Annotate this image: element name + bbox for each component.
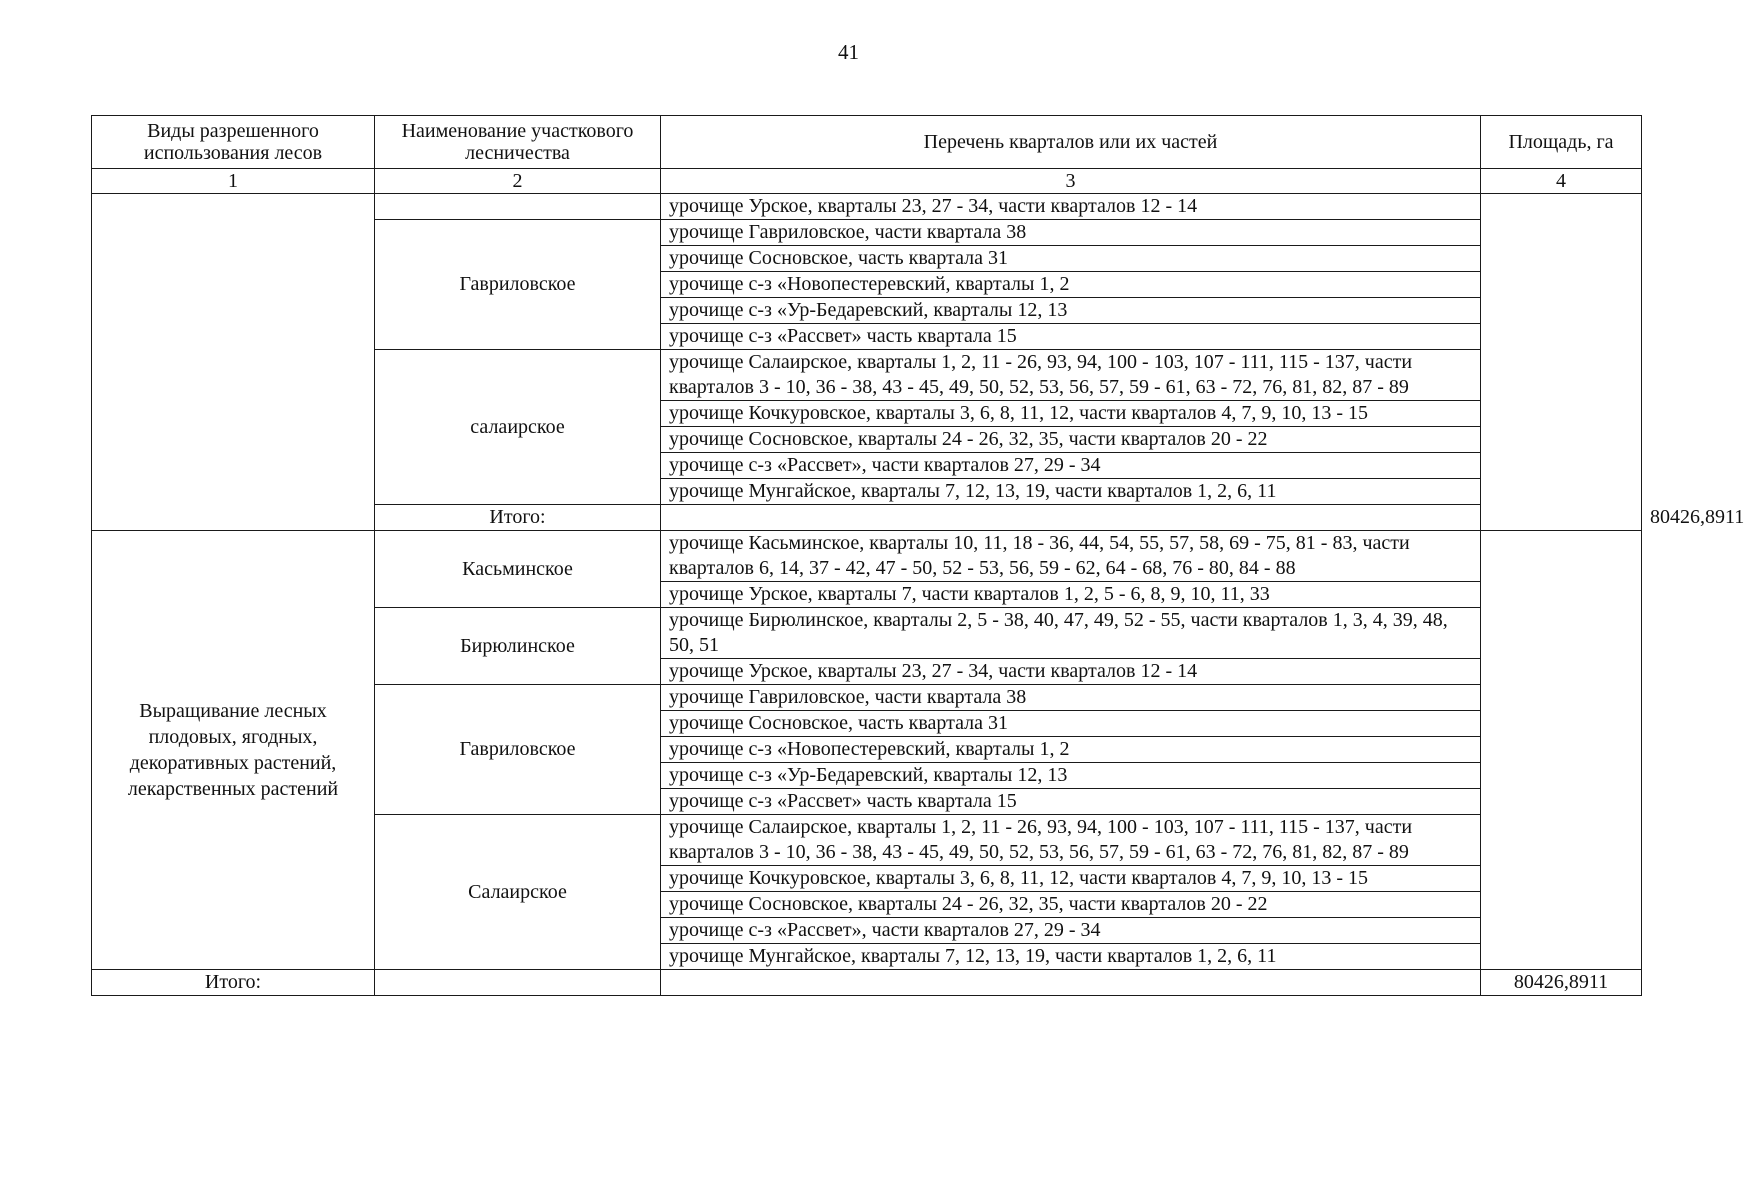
total-row bbox=[92, 970, 1642, 996]
use-type-cell: Выращивание лесных плодовых, ягодных, декоративных растений, лекарственных растений bbox=[92, 531, 375, 970]
forest-use-table bbox=[91, 115, 1744, 996]
area-cell-empty bbox=[1481, 194, 1642, 531]
forestry-name: салаирское bbox=[375, 350, 661, 505]
forestry-name: Салаирское bbox=[375, 815, 661, 970]
quarters-cell: урочище Урское, кварталы 7, части кварталов 1, 2, 5 - 6, 8, 9, 10, 11, 33 bbox=[661, 582, 1481, 608]
column-number: 2 bbox=[375, 169, 661, 194]
quarters-cell: урочище Урское, кварталы 23, 27 - 34, части кварталов 12 - 14 bbox=[661, 659, 1481, 685]
quarters-cell: урочище с-з «Рассвет» часть квартала 15 bbox=[661, 789, 1481, 815]
quarters-cell: урочище Гавриловское, части квартала 38 bbox=[661, 220, 1481, 246]
quarters-cell: урочище с-з «Ур-Бедаревский, кварталы 12, 13 bbox=[661, 763, 1481, 789]
quarters-cell: урочище с-з «Рассвет» часть квартала 15 bbox=[661, 324, 1481, 350]
quarters-cell: урочище с-з «Новопестеревский, кварталы 1, 2 bbox=[661, 737, 1481, 763]
page-number: 41 bbox=[838, 40, 859, 64]
forestry-name: Гавриловское bbox=[375, 685, 661, 815]
quarters-cell: урочище Сосновское, кварталы 24 - 26, 32, 35, части кварталов 20 - 22 bbox=[661, 427, 1481, 453]
quarters-cell: урочище Мунгайское, кварталы 7, 12, 13, 19, части кварталов 1, 2, 6, 11 bbox=[661, 944, 1481, 970]
total-label: Итого: bbox=[375, 505, 661, 531]
header-row bbox=[92, 116, 1642, 169]
forestry-name: Гавриловское bbox=[375, 220, 661, 350]
forestry-name-empty bbox=[375, 194, 661, 220]
quarters-cell: урочище Бирюлинское, кварталы 2, 5 - 38, 40, 47, 49, 52 - 55, части кварталов 1, 3, 4, 39, 48, 50, 51 bbox=[661, 608, 1481, 659]
quarters-cell: урочище с-з «Ур-Бедаревский, кварталы 12, 13 bbox=[661, 298, 1481, 324]
quarters-cell: урочище Салаирское, кварталы 1, 2, 11 - 26, 93, 94, 100 - 103, 107 - 111, 115 - 137, части кварталов 3 - 10, 36 - 38, 43 - 45, 49, 50, 52, 53, 56, 57, 59 - 61, 63 - 72, 76, 81, 82, 87 - 89 bbox=[661, 350, 1481, 401]
header-use-type: Виды разрешенного использования лесов bbox=[92, 116, 375, 169]
forestry-name: Касьминское bbox=[375, 531, 661, 608]
header-quarters-list: Перечень кварталов или их частей bbox=[661, 116, 1481, 169]
column-number-row bbox=[92, 169, 1642, 194]
quarters-cell: урочище Касьминское, кварталы 10, 11, 18 - 36, 44, 54, 55, 57, 58, 69 - 75, 81 - 83, части кварталов 6, 14, 37 - 42, 47 - 50, 52 - 53, 56, 59 - 62, 64 - 68, 76 - 80, 84 - 88 bbox=[661, 531, 1481, 582]
quarters-cell: урочище Сосновское, часть квартала 31 bbox=[661, 711, 1481, 737]
quarters-cell: урочище с-з «Рассвет», части кварталов 27, 29 - 34 bbox=[661, 453, 1481, 479]
header-forestry-name: Наименование участкового лесничества bbox=[375, 116, 661, 169]
quarters-cell: урочище Гавриловское, части квартала 38 bbox=[661, 685, 1481, 711]
total-value: 80426,8911 bbox=[1481, 970, 1642, 996]
quarters-cell: урочище Мунгайское, кварталы 7, 12, 13, 19, части кварталов 1, 2, 6, 11 bbox=[661, 479, 1481, 505]
total-empty bbox=[661, 970, 1481, 996]
quarters-cell: урочище Урское, кварталы 23, 27 - 34, части кварталов 12 - 14 bbox=[661, 194, 1481, 220]
area-cell-empty bbox=[1481, 531, 1642, 970]
table-row bbox=[92, 194, 1642, 220]
quarters-cell: урочище Салаирское, кварталы 1, 2, 11 - 26, 93, 94, 100 - 103, 107 - 111, 115 - 137, части кварталов 3 - 10, 36 - 38, 43 - 45, 49, 50, 52, 53, 56, 57, 59 - 61, 63 - 72, 76, 81, 82, 87 - 89 bbox=[661, 815, 1481, 866]
column-number: 3 bbox=[661, 169, 1481, 194]
quarters-cell: урочище Кочкуровское, кварталы 3, 6, 8, 11, 12, части кварталов 4, 7, 9, 10, 13 - 15 bbox=[661, 401, 1481, 427]
total-row: Итого: 80426,8911 bbox=[92, 505, 1642, 531]
quarters-cell: урочище с-з «Новопестеревский, кварталы 1, 2 bbox=[661, 272, 1481, 298]
use-type-cell-empty bbox=[92, 194, 375, 531]
table-row bbox=[92, 531, 1642, 582]
column-number: 4 bbox=[1481, 169, 1642, 194]
quarters-cell: урочище Кочкуровское, кварталы 3, 6, 8, 11, 12, части кварталов 4, 7, 9, 10, 13 - 15 bbox=[661, 866, 1481, 892]
total-empty bbox=[375, 970, 661, 996]
total-label: Итого: bbox=[92, 970, 375, 996]
quarters-cell: урочище Сосновское, часть квартала 31 bbox=[661, 246, 1481, 272]
forestry-name: Бирюлинское bbox=[375, 608, 661, 685]
column-number: 1 bbox=[92, 169, 375, 194]
quarters-cell: урочище с-з «Рассвет», части кварталов 27, 29 - 34 bbox=[661, 918, 1481, 944]
total-empty bbox=[661, 505, 1481, 531]
header-area: Площадь, га bbox=[1481, 116, 1642, 169]
quarters-cell: урочище Сосновское, кварталы 24 - 26, 32, 35, части кварталов 20 - 22 bbox=[661, 892, 1481, 918]
